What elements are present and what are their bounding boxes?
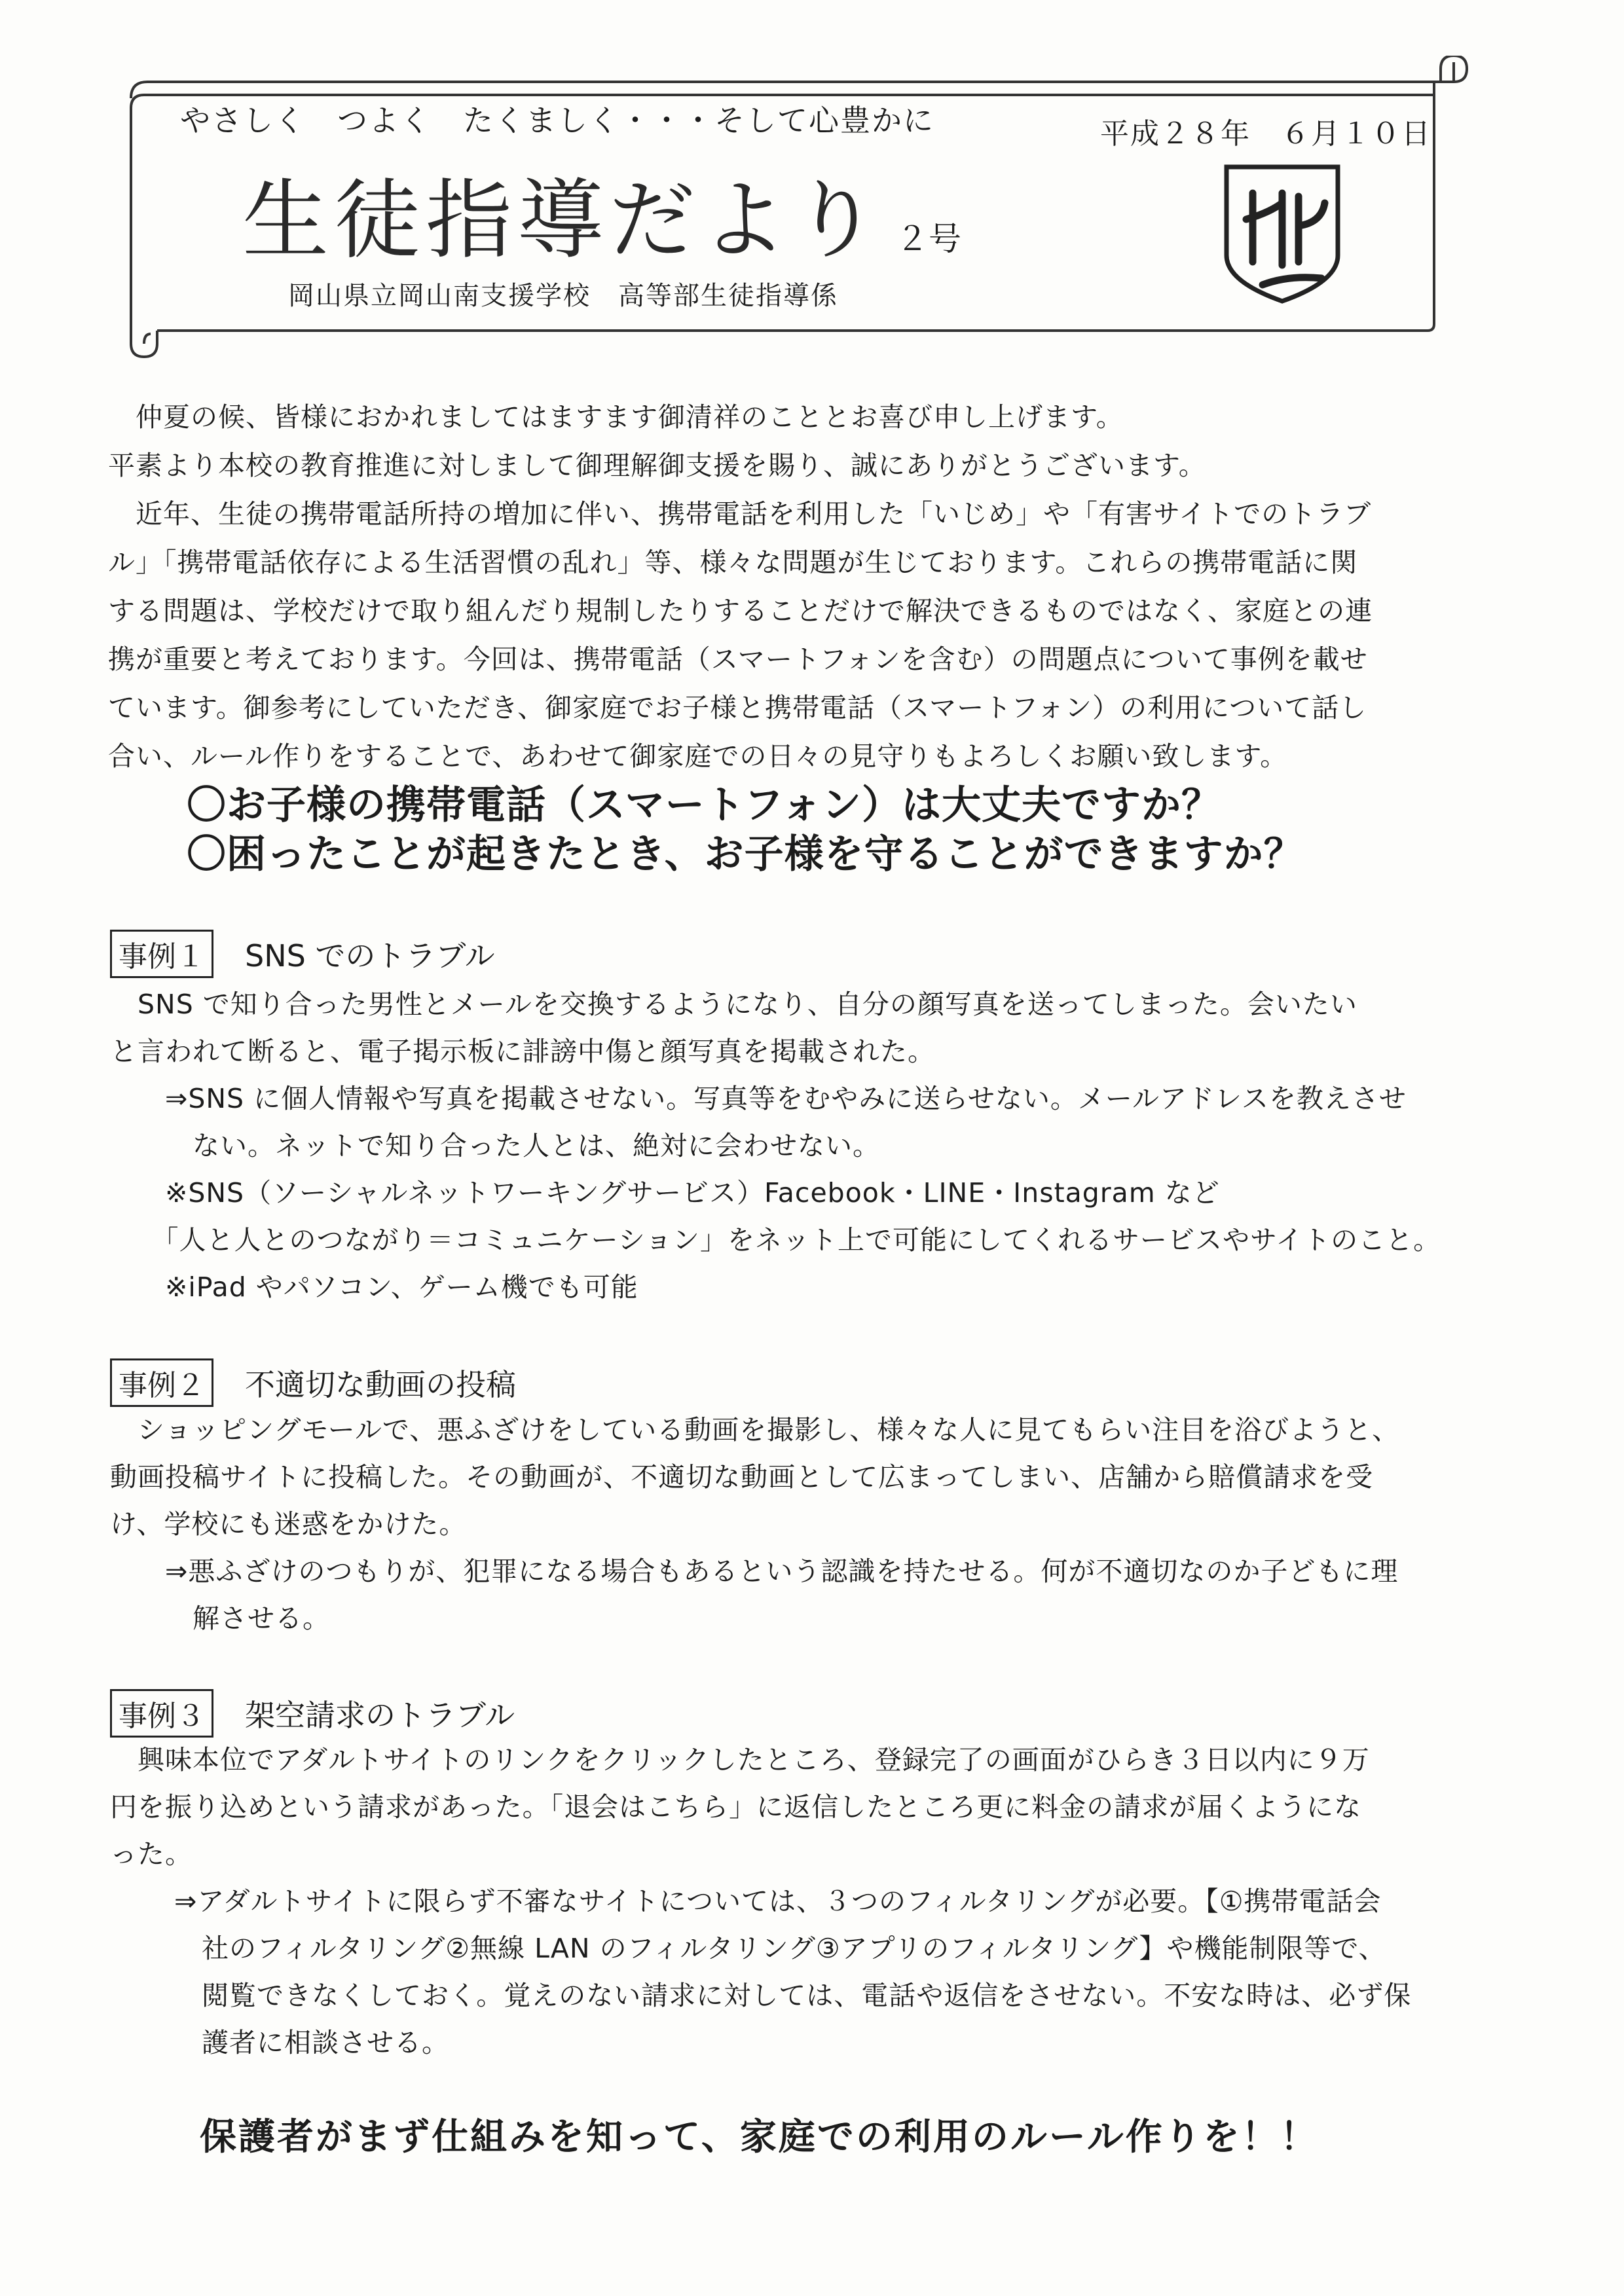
headline-question: 〇困ったことが起きたとき、お子様を守ることができますか？ xyxy=(187,831,1304,877)
school-emblem-icon xyxy=(1217,157,1348,308)
case-line: け、学校にも迷惑をかけた。 xyxy=(110,1508,467,1540)
case-body xyxy=(110,1736,1505,2066)
case-heading xyxy=(110,930,495,978)
school-name: 岡山県立岡山南支援学校 高等部生徒指導係 xyxy=(288,281,838,311)
case-body xyxy=(110,1406,1505,1642)
case-line: ※iPad やパソコン、ゲーム機でも可能 xyxy=(110,1271,638,1303)
case-line: 動画投稿サイトに投稿した。その動画が、不適切な動画として広まってしまい、店舗から賠償請求を受 xyxy=(110,1461,1374,1493)
case-tag: 事例２ xyxy=(110,1358,213,1407)
case-tag: 事例３ xyxy=(110,1689,213,1738)
case-line: ない。ネットで知り合った人とは、絶対に会わせない。 xyxy=(110,1130,880,1161)
intro-line: する問題は、学校だけで取り組んだり規制したりすることだけで解決できるものではなく、家庭との連 xyxy=(108,595,1373,627)
case-body xyxy=(110,981,1505,1311)
newsletter-title: 生徒指導だより xyxy=(242,170,884,271)
intro-line: 近年、生徒の携帯電話所持の増加に伴い、携帯電話を利用した「いじめ」や「有害サイトでのトラブ xyxy=(108,498,1372,530)
school-motto: やさしく つよく たくましく・・・そして心豊かに xyxy=(180,103,934,138)
issue-date: 平成２８年 ６月１０日 xyxy=(1100,117,1431,151)
case-heading xyxy=(110,1689,515,1738)
case-title: SNS でのトラブル xyxy=(245,938,495,974)
case-line: ⇒悪ふざけのつもりが、犯罪になる場合もあるという認識を持たせる。何が不適切なのか子どもに理 xyxy=(110,1556,1399,1587)
intro-line: ル」「携帯電話依存による生活習慣の乱れ」等、様々な問題が生じております。これらの携帯電話に関 xyxy=(108,547,1358,578)
case-line: ショッピングモールで、悪ふざけをしている動画を撮影し、様々な人に見てもらい注目を浴びようと、 xyxy=(110,1414,1400,1446)
case-line: と言われて断ると、電子掲示板に誹謗中傷と顔写真を掲載された。 xyxy=(110,1036,935,1067)
case-line: 解させる。 xyxy=(110,1603,330,1634)
case-title: 不適切な動画の投稿 xyxy=(245,1367,516,1402)
case-title: 架空請求のトラブル xyxy=(245,1698,515,1733)
newsletter-masthead xyxy=(242,151,961,275)
case-tag: 事例１ xyxy=(110,930,213,978)
case-line: ※SNS（ソーシャルネットワーキングサービス）Facebook・LINE・Instagram など xyxy=(110,1177,1220,1209)
case-line: ⇒SNS に個人情報や写真を掲載させない。写真等をむやみに送らせない。メールアドレスを教えさせ xyxy=(110,1083,1407,1114)
case-line: 興味本位でアダルトサイトのリンクをクリックしたところ、登録完了の画面がひらき３日以内に９万 xyxy=(110,1744,1370,1776)
case-line: った。 xyxy=(110,1838,193,1870)
case-line: SNS で知り合った男性とメールを交換するようになり、自分の顔写真を送ってしまった。会いたい xyxy=(110,989,1357,1020)
headline-question: 〇お子様の携帯電話（スマートフォン）は大丈夫ですか？ xyxy=(187,782,1221,828)
case-heading xyxy=(110,1358,516,1407)
case-line: 「人と人とのつながり＝コミュニケーション」をネット上で可能にしてくれるサービスやサイトのこと。 xyxy=(110,1224,1441,1256)
issue-number: ２号 xyxy=(896,220,961,258)
case-line: 円を振り込めという請求があった。「退会はこちら」に返信したところ更に料金の請求が届くようにな xyxy=(110,1791,1362,1823)
intro-line: 仲夏の候、皆様におかれましてはますます御清祥のこととお喜び申し上げます。 xyxy=(108,401,1124,433)
intro-line: ています。御参考にしていただき、御家庭でお子様と携帯電話（スマートフォン）の利用について話し xyxy=(108,692,1367,723)
intro-paragraph xyxy=(108,393,1496,780)
case-line: 護者に相談させる。 xyxy=(110,2027,450,2058)
intro-line: 合い、ルール作りをすることで、あわせて御家庭での日々の見守りもよろしくお願い致します。 xyxy=(108,740,1288,772)
intro-line: 携が重要と考えております。今回は、携帯電話（スマートフォンを含む）の問題点について事例を載せ xyxy=(108,644,1368,675)
closing-message: 保護者がまず仕組みを知って、家庭での利用のルール作りを！！ xyxy=(200,2116,1319,2159)
intro-line: 平素より本校の教育推進に対しまして御理解御支援を賜り、誠にありがとうございます。 xyxy=(108,450,1206,481)
case-line: 閲覧できなくしておく。覚えのない請求に対しては、電話や返信をさせない。不安な時は、必ず保 xyxy=(110,1980,1412,2011)
case-line: ⇒アダルトサイトに限らず不審なサイトについては、３つのフィルタリングが必要。【①携帯電話会 xyxy=(110,1886,1382,1917)
case-line: 社のフィルタリング②無線 LAN のフィルタリング③アプリのフィルタリング】や機能制限等で、 xyxy=(110,1933,1386,1964)
